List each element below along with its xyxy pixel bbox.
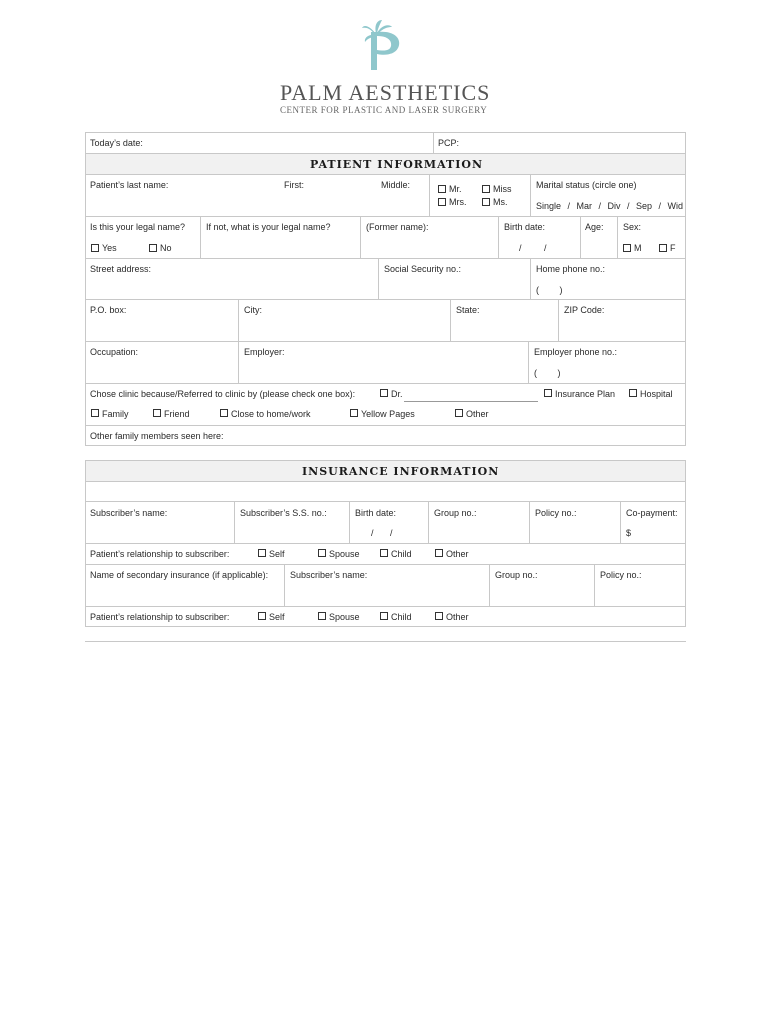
logo — [362, 18, 408, 72]
miss-checkbox[interactable] — [482, 185, 490, 193]
insurance-birth-date-label: Birth date: — [355, 508, 397, 518]
divider — [284, 564, 285, 606]
brand-name: PALM AESTHETICS — [280, 80, 491, 105]
insurance-section-title: INSURANCE INFORMATION — [302, 465, 500, 478]
yellow-pages-label: Yellow Pages — [361, 409, 415, 419]
divider — [238, 299, 239, 341]
legal-name-label: If not, what is your legal name? — [206, 222, 331, 232]
patient-section-title: PATIENT INFORMATION — [310, 158, 483, 171]
family-checkbox[interactable] — [91, 409, 99, 417]
other-referral-checkbox[interactable] — [455, 409, 463, 417]
divider — [85, 501, 686, 502]
friend-label: Friend — [164, 409, 190, 419]
pcp-label: PCP: — [438, 138, 460, 148]
clinic-referral-question: Chose clinic because/Referred to clinic by (please check one box): — [90, 389, 356, 399]
divider — [85, 383, 686, 384]
yellow-pages-checkbox[interactable] — [350, 409, 358, 417]
other-family-label: Other family members seen here: — [90, 431, 224, 441]
divider — [498, 216, 499, 258]
policy-no-label: Policy no.: — [535, 508, 577, 518]
secondary-child-checkbox[interactable] — [380, 612, 388, 620]
zip-label: ZIP Code: — [564, 305, 605, 315]
secondary-other-checkbox[interactable] — [435, 612, 443, 620]
divider — [378, 258, 379, 299]
divider — [238, 341, 239, 383]
home-phone-parens[interactable]: ( ) — [536, 285, 563, 295]
hospital-checkbox[interactable] — [629, 389, 637, 397]
divider — [528, 341, 529, 383]
form-right-border — [685, 132, 686, 445]
close-to-home-label: Close to home/work — [231, 409, 311, 419]
divider — [530, 258, 531, 299]
family-label: Family — [102, 409, 129, 419]
other-relationship-checkbox[interactable] — [435, 549, 443, 557]
street-address-label: Street address: — [90, 264, 152, 274]
subscriber-name-label: Subscriber’s name: — [90, 508, 168, 518]
secondary-subscriber-name-label: Subscriber’s name: — [290, 570, 368, 580]
divider — [433, 132, 434, 153]
divider — [429, 174, 430, 216]
divider — [489, 564, 490, 606]
former-name-label: (Former name): — [366, 222, 429, 232]
mrs-checkbox[interactable] — [438, 198, 446, 206]
self-label: Self — [269, 549, 285, 559]
occupation-label: Occupation: — [90, 347, 139, 357]
legal-name-yes-checkbox[interactable] — [91, 244, 99, 252]
dr-label: Dr. — [391, 389, 403, 399]
marital-status-label: Marital status (circle one) — [536, 180, 637, 190]
ms-checkbox[interactable] — [482, 198, 490, 206]
city-label: City: — [244, 305, 262, 315]
divider — [85, 341, 686, 342]
divider — [85, 153, 686, 154]
employer-phone-parens[interactable]: ( ) — [534, 368, 561, 378]
palm-tree-p-icon — [362, 18, 408, 72]
divider — [85, 258, 686, 259]
brand-tagline: CENTER FOR PLASTIC AND LASER SURGERY — [280, 105, 488, 115]
sex-m-label: M — [634, 243, 642, 253]
divider — [85, 626, 686, 627]
marital-status-options[interactable]: Single / Mar / Div / Sep / Wid — [536, 201, 684, 211]
sex-f-checkbox[interactable] — [659, 244, 667, 252]
child-checkbox[interactable] — [380, 549, 388, 557]
employer-phone-label: Employer phone no.: — [534, 347, 618, 357]
divider — [85, 425, 686, 426]
birth-date-label: Birth date: — [504, 222, 546, 232]
secondary-spouse-checkbox[interactable] — [318, 612, 326, 620]
insurance-birth-date-slashes[interactable]: / / — [371, 528, 393, 538]
sex-label: Sex: — [623, 222, 642, 232]
child-label: Child — [391, 549, 412, 559]
subscriber-ss-label: Subscriber’s S.S. no.: — [240, 508, 327, 518]
insurance-plan-checkbox[interactable] — [544, 389, 552, 397]
divider — [594, 564, 595, 606]
home-phone-label: Home phone no.: — [536, 264, 606, 274]
divider — [620, 501, 621, 543]
divider — [85, 174, 686, 175]
divider — [85, 299, 686, 300]
other-relationship-label: Other — [446, 549, 469, 559]
divider — [200, 216, 201, 258]
age-label: Age: — [585, 222, 604, 232]
divider — [529, 501, 530, 543]
copayment-label: Co-payment: — [626, 508, 678, 518]
relationship-label: Patient’s relationship to subscriber: — [90, 549, 230, 559]
secondary-relationship-label: Patient’s relationship to subscriber: — [90, 612, 230, 622]
divider — [360, 216, 361, 258]
ssn-label: Social Security no.: — [384, 264, 462, 274]
secondary-policy-no-label: Policy no.: — [600, 570, 642, 580]
legal-name-no-checkbox[interactable] — [149, 244, 157, 252]
sex-m-checkbox[interactable] — [623, 244, 631, 252]
divider — [349, 501, 350, 543]
employer-label: Employer: — [244, 347, 285, 357]
secondary-other-label: Other — [446, 612, 469, 622]
spouse-label: Spouse — [329, 549, 360, 559]
divider — [85, 445, 686, 446]
miss-label: Miss — [493, 184, 512, 194]
dr-checkbox[interactable] — [380, 389, 388, 397]
divider — [234, 501, 235, 543]
ms-label: Ms. — [493, 197, 508, 207]
state-label: State: — [456, 305, 480, 315]
close-to-home-checkbox[interactable] — [220, 409, 228, 417]
divider — [85, 481, 686, 482]
hospital-label: Hospital — [640, 389, 673, 399]
other-referral-label: Other — [466, 409, 489, 419]
group-no-label: Group no.: — [434, 508, 477, 518]
dr-name-line — [404, 401, 538, 402]
mr-label: Mr. — [449, 184, 462, 194]
secondary-group-no-label: Group no.: — [495, 570, 538, 580]
divider — [85, 460, 686, 461]
secondary-child-label: Child — [391, 612, 412, 622]
divider — [558, 299, 559, 341]
divider — [530, 174, 531, 216]
secondary-self-checkbox[interactable] — [258, 612, 266, 620]
divider — [85, 606, 686, 607]
divider — [617, 216, 618, 258]
divider — [85, 543, 686, 544]
form-left-border — [85, 132, 86, 445]
divider — [428, 501, 429, 543]
divider — [85, 132, 686, 133]
self-checkbox[interactable] — [258, 549, 266, 557]
copayment-dollar[interactable]: $ — [626, 528, 632, 538]
secondary-insurance-label: Name of secondary insurance (if applicable): — [90, 570, 269, 580]
divider — [580, 216, 581, 258]
last-name-label: Patient’s last name: — [90, 180, 169, 190]
secondary-self-label: Self — [269, 612, 285, 622]
legal-name-yes-label: Yes — [102, 243, 117, 253]
divider — [85, 564, 686, 565]
bottom-rule — [85, 641, 686, 642]
po-box-label: P.O. box: — [90, 305, 127, 315]
legal-name-no-label: No — [160, 243, 172, 253]
mr-checkbox[interactable] — [438, 185, 446, 193]
spouse-checkbox[interactable] — [318, 549, 326, 557]
divider — [450, 299, 451, 341]
first-name-label: First: — [284, 180, 304, 190]
sex-f-label: F — [670, 243, 676, 253]
birth-date-slashes[interactable]: / / — [519, 243, 547, 253]
legal-name-question: Is this your legal name? — [90, 222, 186, 232]
todays-date-label: Today’s date: — [90, 138, 143, 148]
friend-checkbox[interactable] — [153, 409, 161, 417]
insurance-plan-label: Insurance Plan — [555, 389, 616, 399]
divider — [85, 216, 686, 217]
mrs-label: Mrs. — [449, 197, 467, 207]
secondary-spouse-label: Spouse — [329, 612, 360, 622]
middle-name-label: Middle: — [381, 180, 411, 190]
